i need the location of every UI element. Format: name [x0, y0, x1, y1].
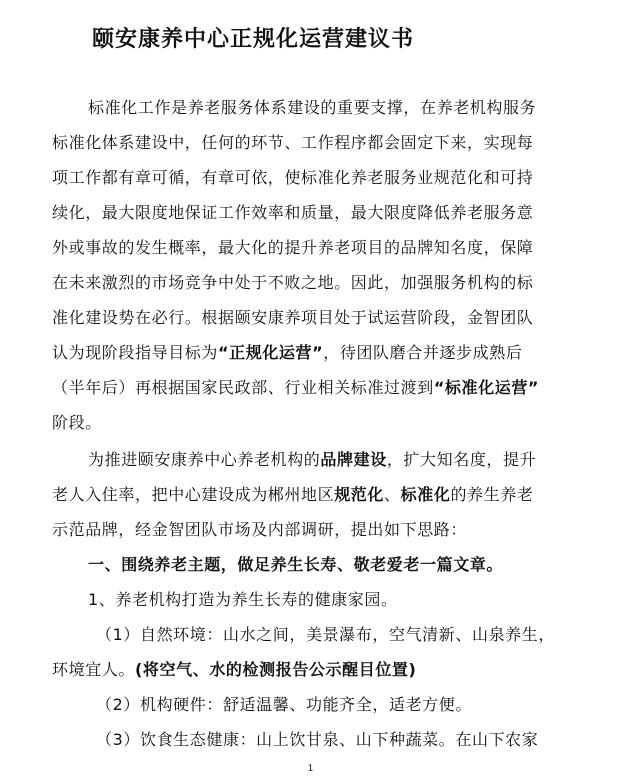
- text-run: 、: [384, 485, 401, 504]
- paragraph-line: [52, 485, 533, 505]
- page-number: 1: [307, 764, 314, 774]
- list-item: （2）机构硬件：舒适温馨、功能齐全，适老方便。: [96, 695, 472, 714]
- paragraph-line: 标准化体系建设中，任何的环节、工作程序都会固定下来，实现每: [52, 133, 534, 152]
- bold-term: 标准化: [400, 485, 451, 504]
- paragraph-line: 项工作都有章可循，有章可依，使标准化养老服务业规范化和可持: [52, 168, 534, 187]
- text-run: （半年后）再根据国家民政部、行业相关标准过渡到: [52, 378, 434, 397]
- paragraph-line: 续化，最大限度地保证工作效率和质量，最大限度降低养老服务意: [52, 203, 534, 222]
- text-run: 环境宜人。: [52, 660, 136, 679]
- paragraph-line: 外或事故的发生概率，最大化的提升养老项目的品牌知名度，保障: [52, 238, 534, 257]
- bold-term: 规范化: [334, 485, 385, 504]
- text-run: ，扩大知名度，提升: [386, 450, 537, 469]
- paragraph-line: 示范品牌，经金智团队市场及内部调研，提出如下思路：: [52, 520, 468, 539]
- list-item: （1）自然环境：山水之间，美景瀑布，空气清新、山泉养生，: [96, 625, 555, 644]
- document-title: 颐安康养中心正规化运营建议书: [92, 27, 415, 52]
- bold-note: (将空气、水的检测报告公示醒目位置): [135, 660, 417, 679]
- section-heading: 一、围绕养老主题，做足养生长寿、敬老爱老一篇文章。: [88, 555, 504, 574]
- text-run: 认为现阶段指导目标为: [52, 343, 219, 362]
- paragraph-line: 标准化工作是养老服务体系建设的重要支撑，在养老机构服务: [88, 98, 537, 117]
- list-item: （3）饮食生态健康：山上饮甘泉、山下种蔬菜。在山下农家: [96, 730, 539, 749]
- paragraph-line: [52, 378, 539, 398]
- bold-term: “正规化运营”: [218, 343, 324, 362]
- text-run: 老人入住率，把中心建设成为郴州地区: [52, 485, 335, 504]
- text-run: 为推进颐安康养中心养老机构的: [88, 450, 321, 469]
- paragraph-line: [88, 450, 536, 470]
- paragraph-line: 准化建设势在必行。根据颐安康养项目处于试运营阶段，金智团队: [52, 308, 534, 327]
- text-run: ，待团队磨合并逐步成熟后: [323, 343, 523, 362]
- list-item-continuation: [52, 660, 416, 680]
- paragraph-line: 在未来激烈的市场竞争中处于不败之地。因此，加强服务机构的标: [52, 273, 534, 292]
- paragraph-line: [52, 343, 522, 363]
- subsection-heading: 1、养老机构打造为养生长寿的健康家园。: [88, 590, 398, 609]
- paragraph-line: 阶段。: [52, 413, 102, 432]
- bold-term: “标准化运营”: [433, 378, 540, 397]
- bold-term: 品牌建设: [320, 450, 387, 469]
- text-run: 的养生养老: [450, 485, 534, 504]
